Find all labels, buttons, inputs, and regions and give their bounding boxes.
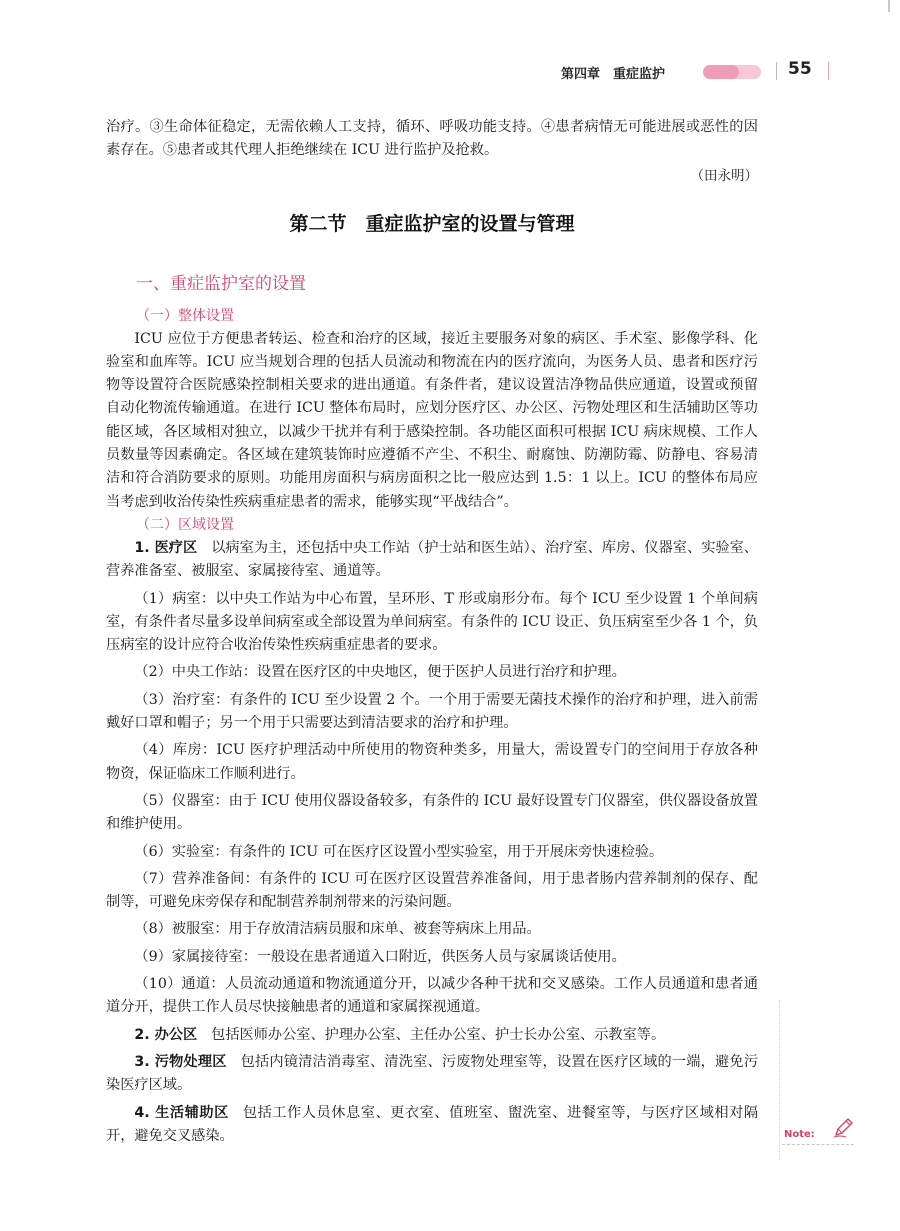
waste-zone-paragraph <box>106 1051 758 1098</box>
office-zone-text: 包括医师办公室、护理办公室、主任办公室、护士长办公室、示教室等。 <box>211 1026 666 1043</box>
list-item: （3）治疗室：有条件的 ICU 至少设置 2 个。一个用于需要无菌技术操作的治疗和护理，进入前需戴好口罩和帽子；另一个用于只需要达到清洁要求的治疗和护理。 <box>106 691 758 732</box>
overall-paragraph: ICU 应位于方便患者转运、检查和治疗的区域，接近主要服务对象的病区、手术室、影像学科、化验室和血库等。ICU 应当规划合理的包括人员流动和物流在内的医疗流向，为医务人员、患者和医疗污物等设置符合医院感染控制相关要求的进出通道。有条件者，建议设置洁净物品供应通道，设置或预留自动化物流传输通道。在进行 ICU 整体布局时，应划分医疗区、办公区、污物处理区和生活辅助区等功能区域，各区域相对独立，以减少干扰并有利于感染控制。各功能区面积可根据 ICU 病床规模、工作人员数量等因素确定。各区域在建筑装饰时应遵循不产尘、不积尘、耐腐蚀、防潮防霉、防静电、容易清洁和符合消防要求的原则。功能用房面积与病房面积之比一般应达到 1.5：1 以上。ICU 的整体布局应当考虑到收治传染性疾病重症患者的需求，能够实现“平战结合”。 <box>106 330 758 510</box>
subheading-overall: （一）整体设置 <box>136 307 234 324</box>
waste-zone-text: 包括内镜清洁消毒室、清洗室、污废物处理室等，设置在医疗区域的一端，避免污染医疗区域。 <box>106 1053 759 1094</box>
list-item: （6）实验室：有条件的 ICU 可在医疗区设置小型实验室，用于开展床旁快速检验。 <box>134 843 664 860</box>
chapter-title: 第四章 重症监护 <box>561 67 666 82</box>
header-divider-accent <box>828 62 829 80</box>
note-label: Note: <box>784 1129 815 1140</box>
page-header <box>0 59 900 84</box>
pencil-icon <box>832 1117 854 1139</box>
list-item: （8）被服室：用于存放清洁病员服和床单、被套等病床上用品。 <box>134 921 541 938</box>
waste-zone-term: 3. 污物处理区 <box>134 1053 227 1070</box>
note-area <box>782 1117 854 1147</box>
list-item: （4）库房：ICU 医疗护理活动中所使用的物资种类多，用量大，需设置专门的空间用于存放各种物资，保证临床工作顺利进行。 <box>106 742 758 782</box>
subheading-zones: （二）区域设置 <box>136 516 234 533</box>
list-item: （9）家属接待室：一般设在患者通道入口附近，供医务人员与家属谈话使用。 <box>134 948 626 965</box>
list-item: （2）中央工作站：设置在医疗区的中央地区，便于医护人员进行治疗和护理。 <box>134 664 626 681</box>
section-title: 第二节 重症监护室的设置与管理 <box>289 212 575 235</box>
medical-zone-paragraph <box>106 537 758 584</box>
intro-paragraph: 治疗。③生命体征稳定，无需依赖人工支持，循环、呼吸功能支持。④患者病情无可能进展或恶性的因素存在。⑤患者或其代理人拒绝继续在 ICU 进行监护及抢救。 <box>106 119 758 159</box>
living-zone-text: 包括工作人员休息室、更衣室、值班室、盥洗室、进餐室等，与医疗区域相对隔开，避免交叉感染。 <box>106 1104 759 1144</box>
corner-mark <box>888 0 890 12</box>
header-divider <box>776 62 777 80</box>
medical-zone-term: 1. 医疗区 <box>134 539 198 556</box>
header-decoration-bar-accent <box>703 65 739 79</box>
list-item: （5）仪器室：由于 ICU 使用仪器设备较多，有条件的 ICU 最好设置专门仪器室，供仪器设备放置和维护使用。 <box>106 792 758 833</box>
office-zone-term: 2. 办公区 <box>134 1026 198 1043</box>
list-item: （10）通道：人员流动通道和物流通道分开，以减少各种干扰和交叉感染。工作人员通道和患者通道分开，提供工作人员尽快接触患者的通道和家属探视通道。 <box>106 976 758 1016</box>
office-zone-paragraph <box>106 1024 758 1047</box>
heading-setup: 一、重症监护室的设置 <box>136 273 306 294</box>
author-credit: （田永明） <box>690 167 758 184</box>
medical-zone-text: 以病室为主，还包括中央工作站（护士站和医生站）、治疗室、库房、仪器室、实验室、营养准备室、被服室、家属接待室、通道等。 <box>106 539 758 580</box>
page-body <box>106 116 758 1148</box>
list-item: （7）营养准备间：有条件的 ICU 可在医疗区设置营养准备间，用于患者肠内营养制剂的保存、配制等，可避免床旁保存和配制营养制剂带来的污染问题。 <box>106 870 758 911</box>
note-dashed-line <box>782 1144 854 1145</box>
living-zone-term: 4. 生活辅助区 <box>134 1104 229 1121</box>
living-zone-paragraph <box>106 1102 758 1149</box>
page-number: 55 <box>788 59 812 79</box>
margin-guide-line <box>779 1000 781 1160</box>
list-item: （1）病室：以中央工作站为中心布置，呈环形、T 形或扇形分布。每个 ICU 至少设置 1 个单间病室，有条件者尽量多设单间病室或全部设置为单间病室。有条件的 ICU 设正、负压病室至少各 1 个，负压病室的设计应符合收治传染性疾病重症患者的要求。 <box>106 590 758 654</box>
